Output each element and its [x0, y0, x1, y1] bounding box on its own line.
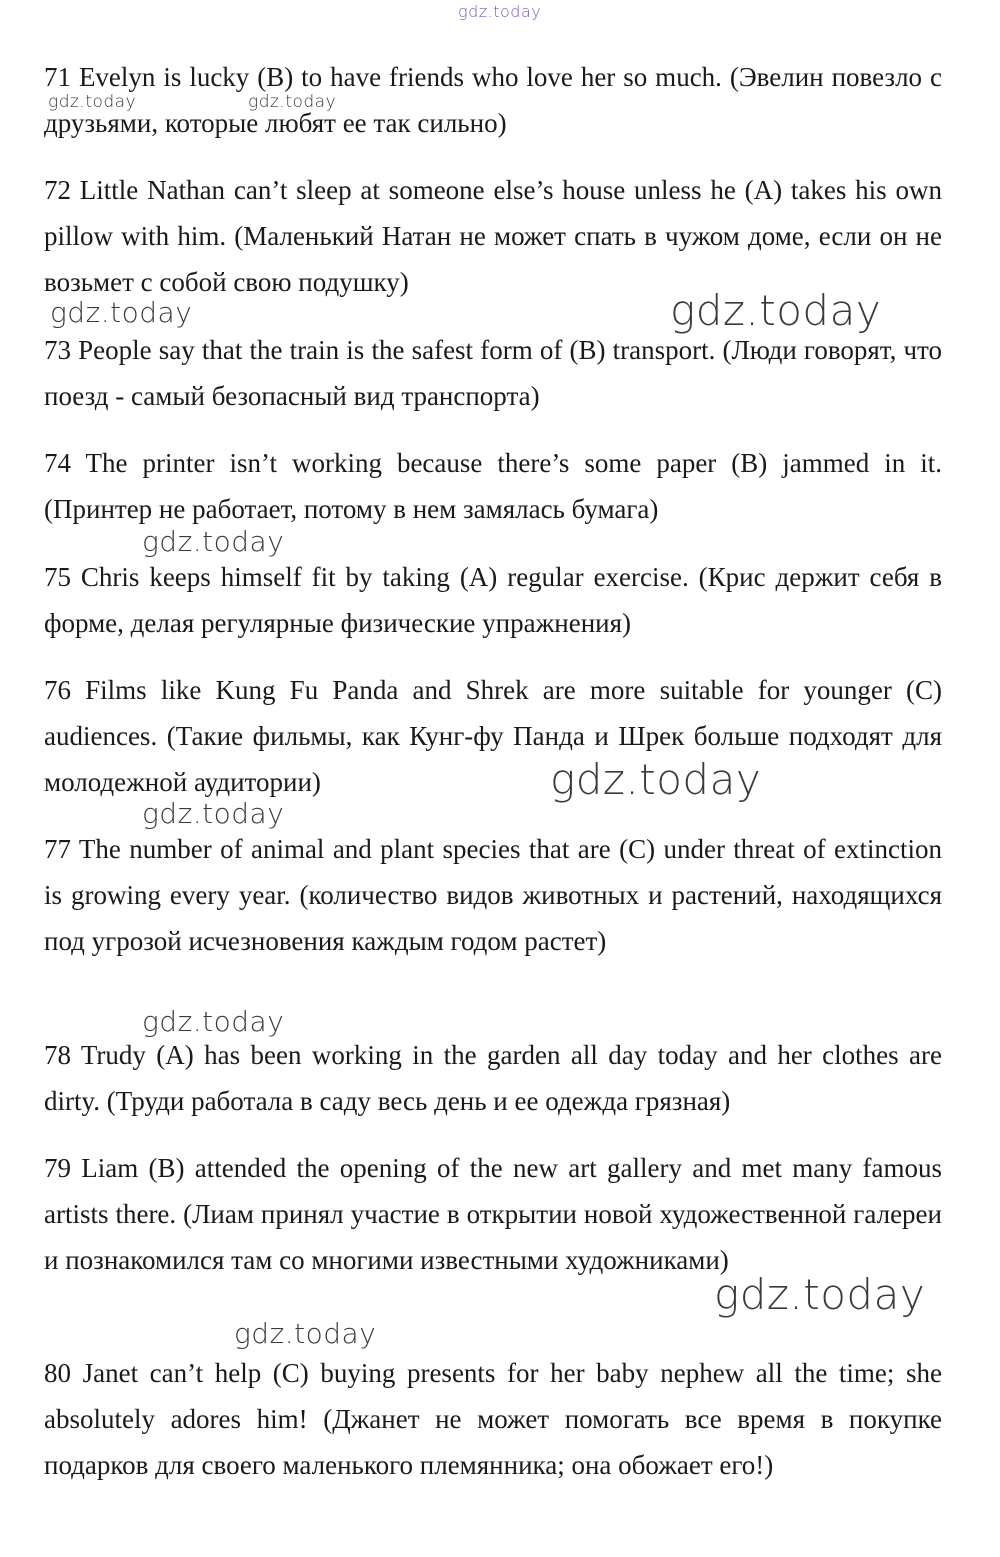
answer-item-75: 75 Chris keeps himself fit by taking (A) regular exercise. (Крис держит себя в форме, делая регулярные физические упражнения): [44, 562, 942, 638]
watermark: gdz.today: [142, 1005, 285, 1038]
watermark: gdz.today: [714, 1270, 926, 1319]
answer-item-79: 79 Liam (B) attended the opening of the new art gallery and met many famous artists there. (Лиам принял участие в открытии новой художественной галереи и познакомился там со многими известными художниками): [44, 1153, 942, 1275]
answer-item-72: 72 Little Nathan can’t sleep at someone else’s house unless he (A) takes his own pillow with him. (Маленький Натан не может спать в чужом доме, если он не возьмет с собой свою подушку): [44, 175, 942, 297]
watermark: gdz.today: [142, 525, 285, 558]
watermark: gdz.today: [248, 92, 337, 112]
watermark: gdz.today: [142, 797, 285, 830]
answer-item-74: 74 The printer isn’t working because there’s some paper (B) jammed in it. (Принтер не работает, потому в нем замялась бумага): [44, 448, 942, 524]
answer-item-76: 76 Films like Kung Fu Panda and Shrek are more suitable for younger (C) audiences. (Такие фильмы, как Кунг-фу Панда и Шрек больше подходят для молодежной аудитории): [44, 675, 942, 797]
watermark-top: gdz.today: [458, 2, 542, 21]
watermark: gdz.today: [670, 286, 882, 335]
answer-item-71: 71 Evelyn is lucky (B) to have friends who love her so much. (Эвелин повезло с друзьями, которые любят ее так сильно): [44, 62, 942, 138]
watermark: gdz.today: [234, 1317, 377, 1350]
answer-item-78: 78 Trudy (A) has been working in the garden all day today and her clothes are dirty. (Труди работала в саду весь день и ее одежда грязная): [44, 1040, 942, 1116]
answer-item-73: 73 People say that the train is the safest form of (B) transport. (Люди говорят, что поезд - самый безопасный вид транспорта): [44, 335, 942, 411]
watermark: gdz.today: [48, 92, 137, 112]
watermark: gdz.today: [50, 296, 193, 329]
answer-item-77: 77 The number of animal and plant species that are (C) under threat of extinction is growing every year. (количество видов животных и растений, находящихся под угрозой исчезновения каждым годом растет): [44, 834, 942, 956]
answer-item-80: 80 Janet can’t help (C) buying presents for her baby nephew all the time; she absolutely adores him! (Джанет не может помогать все время в покупке подарков для своего маленького племянника; она обожает его!): [44, 1358, 942, 1480]
watermark: gdz.today: [550, 755, 762, 804]
